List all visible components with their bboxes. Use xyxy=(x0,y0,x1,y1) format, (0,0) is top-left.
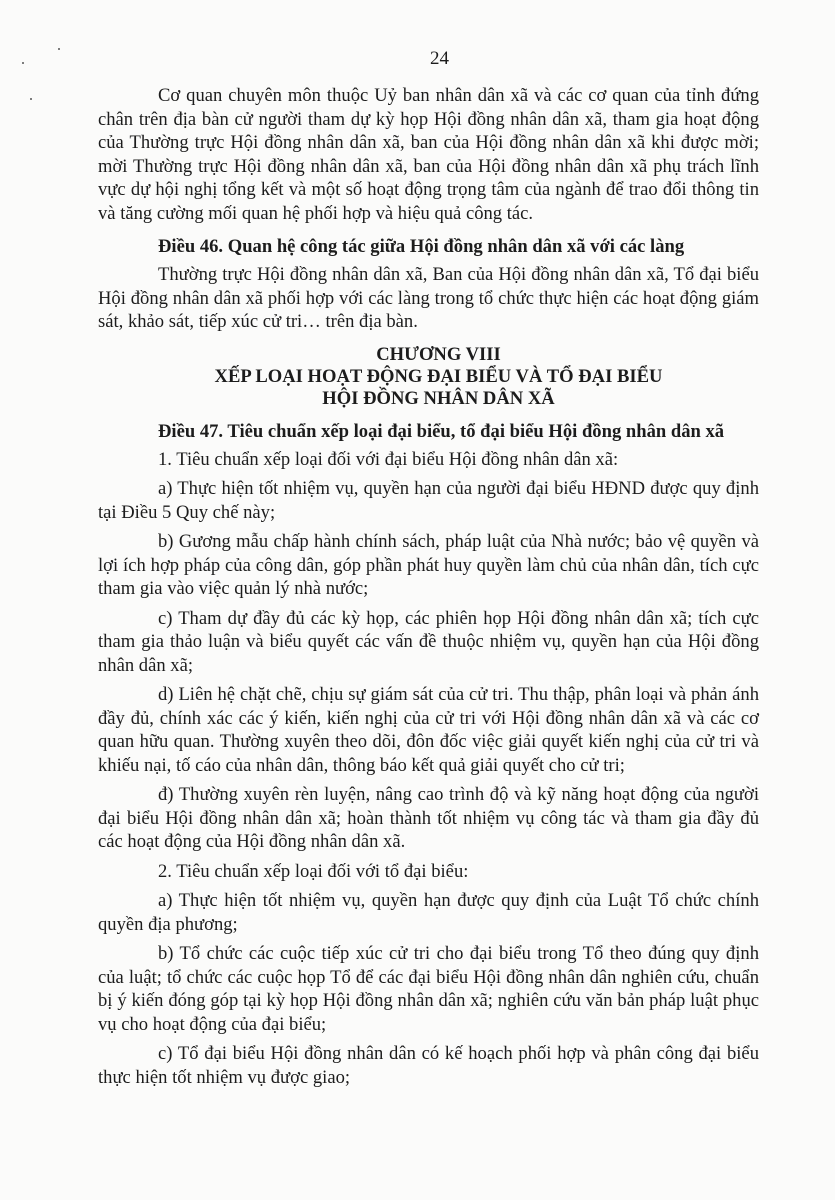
paragraph: 2. Tiêu chuẩn xếp loại đối với tổ đại biểu: xyxy=(158,860,469,882)
article-heading: Điều 46. Quan hệ công tác giữa Hội đồng nhân dân xã với các làng xyxy=(158,236,685,257)
paragraph: Cơ quan chuyên môn thuộc Uỷ ban nhân dân xã và các cơ quan của tỉnh đứng chân trên địa bàn cử người tham dự kỳ họp Hội đồng nhân dân xã, tham gia hoạt động của Thường trực Hội đồng nhân dân xã, ban của Hội đồng nhân dân xã khi được mời; mời Thường trực Hội đồng nhân dân xã, ban của Hội đồng nhân dân xã phụ trách lĩnh vực dự hội nghị tổng kết và một số hoạt động trọng tâm của ngành để trao đổi thông tin và tăng cường mối quan hệ phối hợp và hiệu quả công tác. xyxy=(98,85,759,224)
paragraph: a) Thực hiện tốt nhiệm vụ, quyền hạn được quy định của Luật Tổ chức chính quyền địa phương; xyxy=(98,890,759,935)
chapter-title-line: XẾP LOẠI HOẠT ĐỘNG ĐẠI BIỂU VÀ TỔ ĐẠI BIỂU xyxy=(214,365,663,387)
paragraph: c) Tham dự đầy đủ các kỳ họp, các phiên họp Hội đồng nhân dân xã; tích cực tham gia thảo luận và biểu quyết các vấn đề thuộc nhiệm vụ, quyền hạn của Hội đồng nhân dân xã; xyxy=(98,607,759,676)
paragraph: c) Tổ đại biểu Hội đồng nhân dân có kế hoạch phối hợp và phân công đại biểu thực hiện tốt nhiệm vụ được giao; xyxy=(98,1043,759,1088)
chapter-title-line: HỘI ĐỒNG NHÂN DÂN XÃ xyxy=(322,387,555,409)
paragraph: b) Gương mẫu chấp hành chính sách, pháp luật của Nhà nước; bảo vệ quyền và lợi ích hợp pháp của công dân, góp phần phát huy quyền làm chủ của nhân dân, tích cực tham gia vào việc quản lý nhà nước; xyxy=(98,531,759,599)
document-body xyxy=(98,84,759,1089)
paragraph: Thường trực Hội đồng nhân dân xã, Ban của Hội đồng nhân dân xã, Tổ đại biểu Hội đồng nhân dân xã phối hợp với các làng trong tổ chức thực hiện các hoạt động giám sát, khảo sát, tiếp xúc cử tri… trên địa bàn. xyxy=(98,264,759,332)
scan-speck xyxy=(58,48,60,50)
scan-speck xyxy=(30,98,32,100)
article-heading: Điều 47. Tiêu chuẩn xếp loại đại biểu, tổ đại biểu Hội đồng nhân dân xã xyxy=(158,420,725,442)
paragraph: đ) Thường xuyên rèn luyện, nâng cao trình độ và kỹ năng hoạt động của người đại biểu Hội đồng nhân dân xã; hoàn thành tốt nhiệm vụ công tác và tham gia đầy đủ các hoạt động của Hội đồng nhân dân xã. xyxy=(98,784,759,852)
paragraph: b) Tổ chức các cuộc tiếp xúc cử tri cho đại biểu trong Tổ theo đúng quy định của luật; tổ chức các cuộc họp Tổ để các đại biểu Hội đồng nhân dân nghiên cứu, chuẩn bị ý kiến đóng góp tại kỳ họp Hội đồng nhân dân xã; nghiên cứu văn bản pháp luật phục vụ cho hoạt động của đại biểu; xyxy=(98,943,759,1035)
paragraph: a) Thực hiện tốt nhiệm vụ, quyền hạn của người đại biểu HĐND được quy định tại Điều 5 Quy chế này; xyxy=(98,478,759,523)
paragraph: 1. Tiêu chuẩn xếp loại đối với đại biểu Hội đồng nhân dân xã: xyxy=(158,448,619,470)
chapter-title xyxy=(98,344,759,410)
chapter-title-line: CHƯƠNG VIII xyxy=(376,343,501,365)
page-number: 24 xyxy=(430,48,449,69)
paragraph: d) Liên hệ chặt chẽ, chịu sự giám sát của cử tri. Thu thập, phân loại và phản ánh đầy đủ, chính xác các ý kiến, kiến nghị của cử tri với Hội đồng nhân dân xã và các cơ quan hữu quan. Thường xuyên theo dõi, đôn đốc việc giải quyết kiến nghị của cử tri và khiếu nại, tố cáo của nhân dân, thông báo kết quả giải quyết cho cử tri; xyxy=(98,684,759,776)
scan-speck xyxy=(22,62,24,64)
